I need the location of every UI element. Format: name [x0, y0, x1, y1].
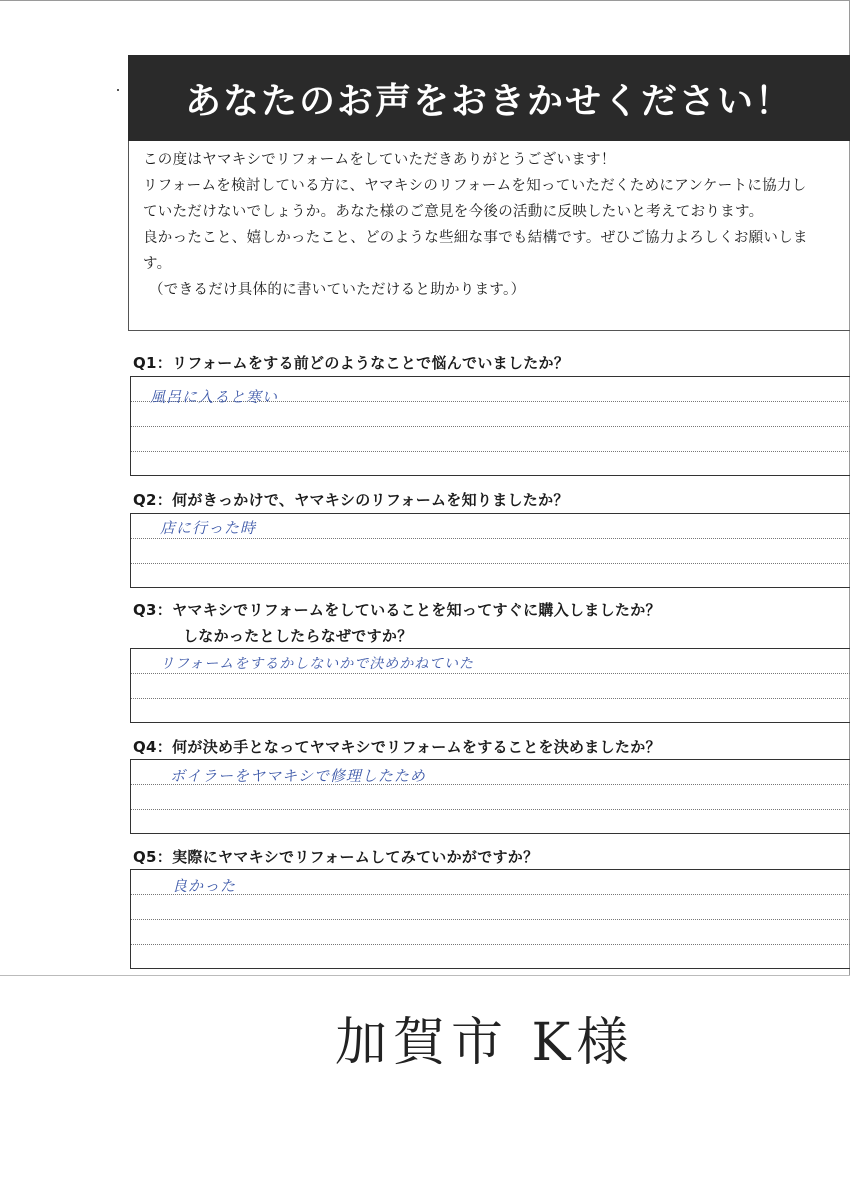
question-3-sublabel: しなかったとしたらなぜですか？	[183, 627, 413, 645]
answer-5-handwritten: 良かった	[172, 877, 237, 895]
scan-mark	[117, 89, 119, 91]
answer-line	[131, 538, 850, 539]
intro-line: （できるだけ具体的に書いていただけると助かります。）	[149, 282, 526, 298]
question-1-label: Q1：リフォームをする前どのようなことで悩んでいましたか？	[133, 354, 570, 372]
answer-line	[131, 944, 850, 945]
intro-line: ていただけないでしょうか。あなた様のご意見を今後の活動に反映したいと考えております。	[143, 204, 764, 220]
intro-line: 良かったこと、嬉しかったこと、どのような些細な事でも結構です。ぜひご協力よろしくお願いしま	[143, 230, 808, 246]
intro-line: リフォームを検討している方に、ヤマキシのリフォームを知っていただくためにアンケートに協力し	[143, 178, 807, 194]
intro-text	[128, 141, 850, 331]
question-5-label: Q5：実際にヤマキシでリフォームしてみていかがですか？	[133, 848, 539, 866]
question-3-label: Q3：ヤマキシでリフォームをしていることを知ってすぐに購入しましたか？	[133, 601, 661, 619]
answer-3-handwritten: リフォームをするかしないかで決めかねていた	[160, 656, 474, 672]
question-4-label: Q4：何が決め手となってヤマキシでリフォームをすることを決めましたか？	[133, 738, 661, 756]
answer-line	[131, 698, 850, 699]
answer-line	[131, 673, 850, 674]
answer-line	[131, 809, 850, 810]
answer-line	[131, 894, 850, 895]
answer-box-5	[130, 869, 850, 969]
answer-2-handwritten: 店に行った時	[160, 519, 257, 537]
customer-signature: 加賀市 K様	[335, 1013, 635, 1073]
answer-line	[131, 563, 850, 564]
page-title: あなたのお声をおきかせください！	[128, 55, 850, 141]
answer-line	[131, 919, 850, 920]
sheet-edge	[0, 975, 850, 976]
intro-line: す。	[143, 256, 172, 272]
intro-line: この度はヤマキシでリフォームをしていただきありがとうございます！	[143, 152, 616, 168]
answer-line	[131, 426, 850, 427]
question-2-label: Q2：何がきっかけで、ヤマキシのリフォームを知りましたか？	[133, 491, 569, 509]
answer-4-handwritten: ボイラーをヤマキシで修理したため	[170, 767, 426, 785]
answer-1-handwritten: 風呂に入ると寒い	[150, 388, 279, 406]
answer-line	[131, 451, 850, 452]
